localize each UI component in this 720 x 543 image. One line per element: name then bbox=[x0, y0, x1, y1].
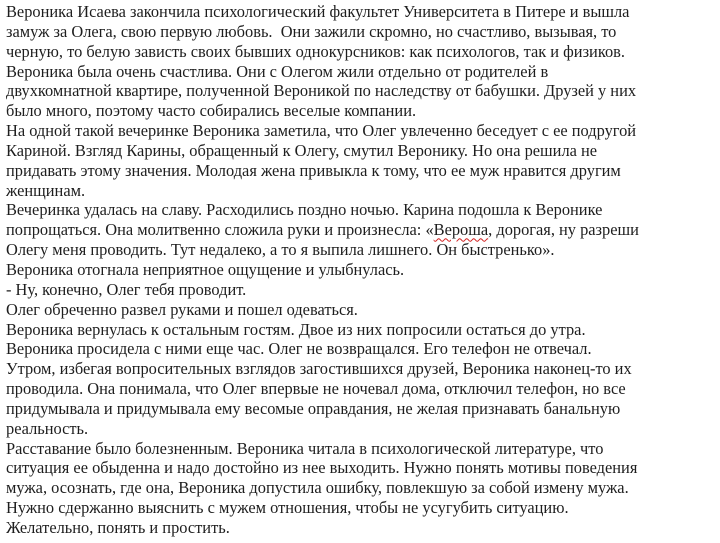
text-line: Желательно, понять и простить. bbox=[6, 517, 230, 537]
text-line: Олегу меня проводить. Тут недалеко, а то я выпила лишнего. Он быстренько». bbox=[6, 240, 555, 260]
text-line: Олег обреченно развел руками и пошел одеваться. bbox=[6, 299, 358, 319]
text-line: Кариной. Взгляд Карины, обращенный к Олегу, смутил Веронику. Но она решила не bbox=[6, 140, 598, 160]
text-line: замуж за Олега, свою первую любовь. Они зажили скромно, но счастливо, вызывая, то bbox=[6, 21, 617, 41]
text-line: Вероника просидела с ними еще час. Олег не возвращался. Его телефон не отвечал. bbox=[6, 339, 592, 359]
misspelled-word[interactable]: Верошa bbox=[433, 220, 489, 240]
text-line-with-misspelling bbox=[6, 220, 720, 240]
text-line: Вероника отогнала неприятное ощущение и улыбнулась. bbox=[6, 259, 405, 279]
text-line: придавать этому значения. Молодая жена привыкла к тому, что ее муж нравится другим bbox=[6, 160, 621, 180]
text-line: Вероника вернулась к остальным гостям. Двое из них попросили остаться до утра. bbox=[6, 319, 586, 339]
text-line: женщинам. bbox=[6, 180, 86, 200]
text-segment: , дорогая, ну разреши bbox=[488, 220, 639, 240]
text-line: было много, поэтому часто собирались веселые компании. bbox=[6, 101, 417, 121]
text-line: реальность. bbox=[6, 418, 89, 438]
text-line: двухкомнатной квартире, полученной Вероникой по наследству от бабушки. Друзей у них bbox=[6, 81, 637, 101]
text-line: Вероника Исаева закончила психологический факультет Университета в Питере и вышла bbox=[6, 2, 630, 21]
text-line: ситуация ее обыденна и надо достойно из нее выходить. Нужно понять мотивы поведения bbox=[6, 458, 638, 478]
text-line: На одной такой вечеринке Вероника заметила, что Олег увлеченно беседует с ее подругой bbox=[6, 121, 637, 141]
text-line: Вероника была очень счастлива. Они с Олегом жили отдельно от родителей в bbox=[6, 61, 549, 81]
text-line: Нужно сдержанно выяснить с мужем отношения, чтобы не усугубить ситуацию. bbox=[6, 498, 569, 518]
text-line: мужа, осознать, где она, Вероника допустила ошибку, повлекшую за собой измену мужа. bbox=[6, 478, 629, 498]
text-line: Утром, избегая вопросительных взглядов загостившихся друзей, Вероника наконец-то их bbox=[6, 359, 632, 379]
text-line: Расставание было болезненным. Вероника читала в психологической литературе, что bbox=[6, 438, 604, 458]
text-line: Вечеринка удалась на славу. Расходились поздно ночью. Карина подошла к Веронике bbox=[6, 200, 603, 220]
text-line: проводила. Она понимала, что Олег впервые не ночевал дома, отключил телефон, но все bbox=[6, 379, 626, 399]
text-line: придумывала и придумывала ему весомые оправдания, не желая признавать банальную bbox=[6, 398, 621, 418]
text-segment: попрощаться. Она молитвенно сложила руки и произнесла: « bbox=[6, 220, 434, 240]
text-line: - Ну, конечно, Олег тебя проводит. bbox=[6, 279, 247, 299]
text-line: черную, то белую зависть своих бывших однокурсников: как психологов, так и физиков. bbox=[6, 41, 625, 61]
